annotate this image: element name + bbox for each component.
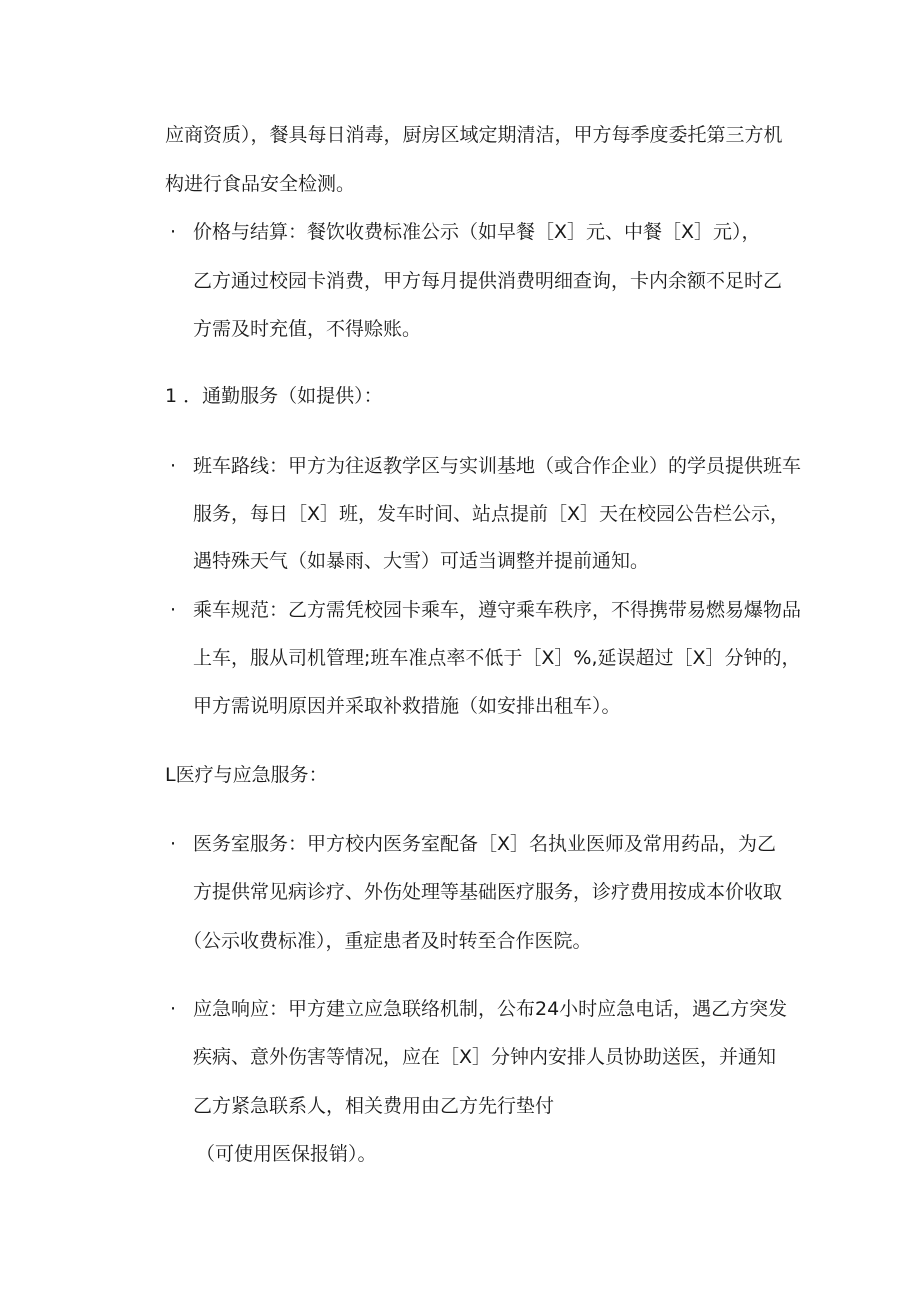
boarding-rule-line: 乘车规范：乙方需凭校园卡乘车，遵守乘车秩序，不得携带易燃易爆物品	[193, 599, 802, 621]
clinic-service-line: 医务室服务：甲方校内医务室配备［X］名执业医师及常用药品，为乙	[193, 833, 777, 855]
emergency-response-line: 疾病、意外伤害等情况，应在［X］分钟内安排人员协助送医，并通知	[193, 1046, 777, 1068]
bullet-marker: ·	[170, 833, 177, 855]
bullet-marker: ·	[170, 998, 177, 1020]
emergency-response-line: 应急响应：甲方建立应急联络机制，公布24小时应急电话，遇乙方突发	[193, 998, 788, 1020]
bullet-marker: ·	[170, 221, 177, 243]
paragraph-line: 构进行食品安全检测。	[165, 173, 356, 195]
bus-route-line: 服务，每日［X］班，发车时间、站点提前［X］天在校园公告栏公示，	[193, 503, 790, 525]
clinic-service-line: 方提供常见病诊疗、外伤处理等基础医疗服务，诊疗费用按成本价收取	[193, 881, 783, 903]
section-heading-commute: 1 ．通勤服务（如提供）：	[165, 385, 383, 407]
boarding-rule-line: 甲方需说明原因并采取补救措施（如安排出租车）。	[193, 695, 621, 717]
price-settlement-line: 乙方通过校园卡消费，甲方每月提供消费明细查询，卡内余额不足时乙	[193, 270, 783, 292]
paragraph-line: 应商资质），餐具每日消毒，厨房区域定期清洁，甲方每季度委托第三方机	[165, 124, 783, 146]
price-settlement-line: 价格与结算：餐饮收费标准公示（如早餐［X］元、中餐［X］元），	[193, 221, 761, 243]
boarding-rule-line: 上车，服从司机管理;班车准点率不低于［X］%,延误超过［X］分钟的，	[193, 647, 801, 669]
bus-route-line: 班车路线：甲方为往返教学区与实训基地（或合作企业）的学员提供班车	[193, 455, 802, 477]
clinic-service-line: （公示收费标准），重症患者及时转至合作医院。	[183, 930, 592, 952]
price-settlement-line: 方需及时充值，不得赊账。	[193, 318, 422, 340]
bullet-marker: ·	[170, 455, 177, 477]
bullet-marker: ·	[170, 599, 177, 621]
bus-route-line: 遇特殊天气（如暴雨、大雪）可适当调整并提前通知。	[193, 550, 650, 572]
emergency-response-line: 乙方紧急联系人，相关费用由乙方先行垫付	[193, 1095, 555, 1117]
emergency-response-line: （可使用医保报销）。	[196, 1143, 377, 1165]
section-heading-medical: L医疗与应急服务：	[165, 764, 328, 786]
